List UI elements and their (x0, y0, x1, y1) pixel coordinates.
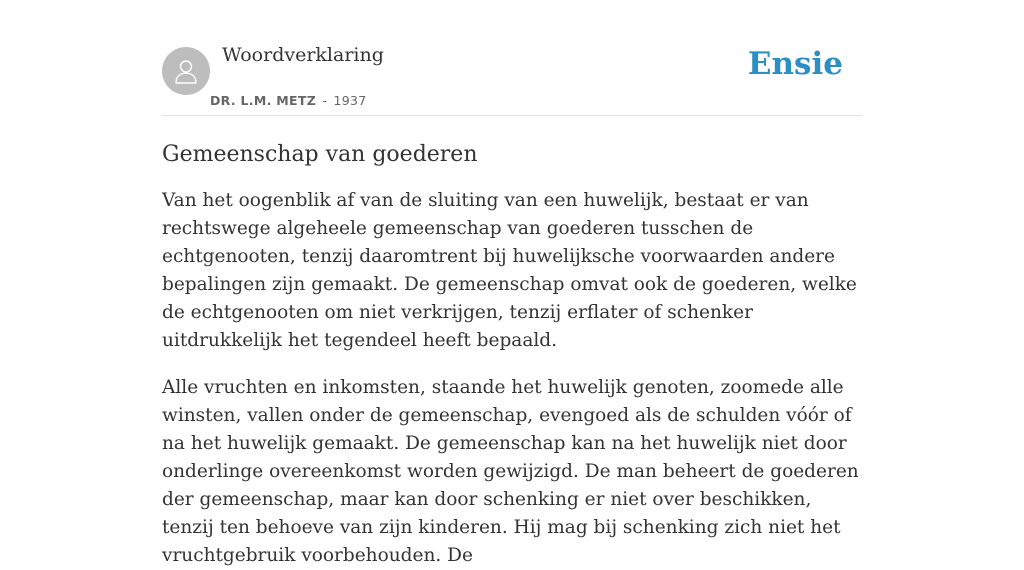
article-heading: Gemeenschap van goederen (162, 142, 478, 167)
author-name[interactable]: DR. L.M. METZ (210, 93, 317, 108)
user-icon (171, 56, 201, 86)
author-meta (210, 93, 366, 108)
content-column (162, 0, 862, 570)
publication-year: 1937 (333, 93, 367, 108)
avatar[interactable] (162, 47, 210, 95)
article-paragraph: Alle vruchten en inkomsten, staande het huwelijk genoten, zoomede alle winsten, vallen onder de gemeenschap, evengoed als de schulden vóór of na het huwelijk gemaakt. De gemeenschap kan na het huwelijk niet door onderlinge overeenkomst worden gewijzigd. De man beheert de goederen der gemeenschap, maar kan door schenking er niet over beschikken, tenzij ten behoeve van zijn kinderen. Hij mag bij schenking zich niet het vruchtgebruik voorbehouden. De (162, 377, 859, 566)
article-header (162, 0, 862, 116)
source-title-link[interactable]: Woordverklaring (222, 44, 384, 66)
article-paragraph: Van het oogenblik af van de sluiting van een huwelijk, bestaat er van rechtswege algeheele gemeenschap van goederen tusschen de echtgenooten, tenzij daaromtrent bij huwelijksche voorwaarden andere bepalingen zijn gemaakt. De gemeenschap omvat ook de goederen, welke de echtgenooten om niet verkrijgen, tenzij erflater of schenker uitdrukkelijk het tegendeel heeft bepaald. (162, 190, 857, 351)
meta-separator: - (322, 93, 328, 108)
ensie-logo[interactable]: Ensie (747, 46, 843, 82)
